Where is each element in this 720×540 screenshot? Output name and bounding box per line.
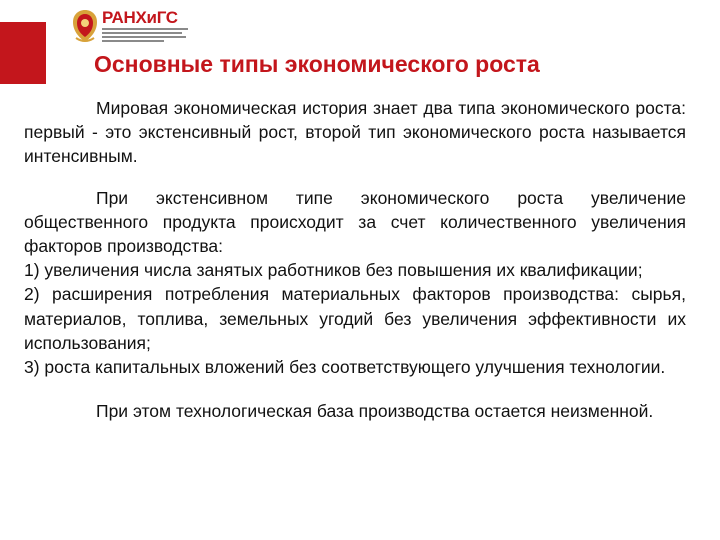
intro-paragraph: Мировая экономическая история знает два типа экономического роста: первый - это экстенсивный рост, второй тип экономического роста называется интенсивным.: [24, 98, 686, 167]
slide-title: Основные типы экономического роста: [94, 51, 540, 77]
logo-subtitle-lines: [102, 28, 188, 44]
list-item: 3) роста капитальных вложений без соответствующего улучшения технологии.: [24, 357, 666, 378]
list-item: 2) расширения потребления материальных факторов производства: сырья, материалов, топлива, земельных угодий без увеличения эффективности их использования;: [24, 284, 686, 353]
extensive-growth-paragraph: При экстенсивном типе экономического роста увеличение общественного продукта происходит за счет количественного увеличения факторов производства:: [24, 187, 686, 257]
emblem-icon: [70, 8, 100, 44]
ranepa-logo: [70, 6, 190, 46]
logo-wordmark: РАНХиГС: [102, 8, 178, 27]
list-item: 1) увеличения числа занятых работников без повышения их квалификации;: [24, 260, 643, 281]
red-accent-bar: [0, 22, 46, 84]
conclusion-paragraph: При этом технологическая база производства остается неизменной.: [96, 401, 654, 422]
slide-body: [24, 96, 686, 423]
